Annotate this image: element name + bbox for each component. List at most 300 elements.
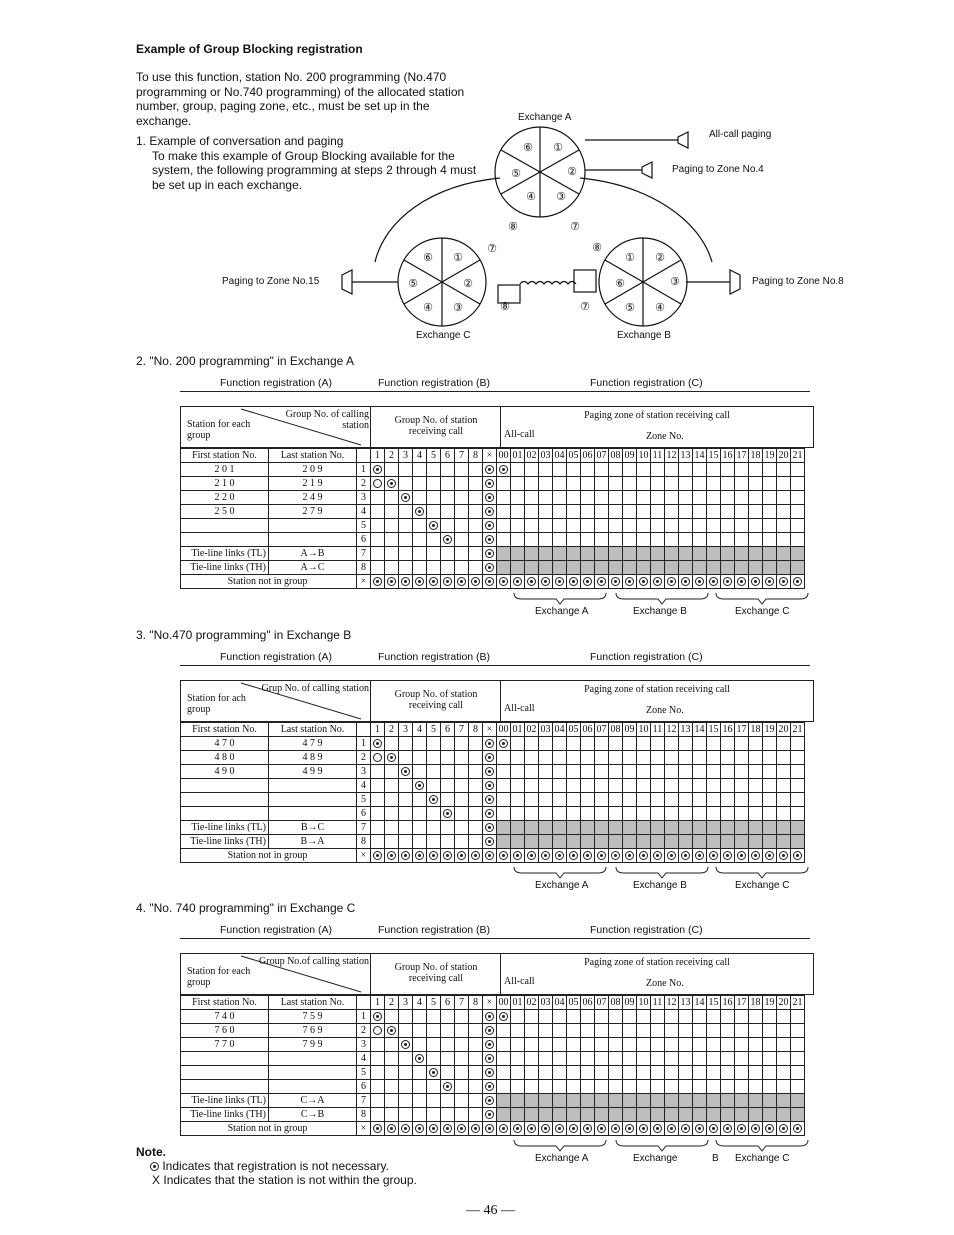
calling-group-cell — [455, 1066, 469, 1080]
calling-group-cell — [455, 463, 469, 477]
zone-col-header: 10 — [638, 723, 649, 735]
zone-col-header: 15 — [708, 996, 719, 1008]
zone-cell — [553, 821, 567, 835]
zone-cell — [567, 533, 581, 547]
table-row — [181, 547, 805, 561]
group-col-header: 8 — [469, 449, 483, 463]
dot-circle-icon — [625, 851, 634, 860]
dot-circle-icon — [150, 1162, 159, 1171]
dot-circle-icon — [485, 1068, 494, 1077]
note-dot-text: Indicates that registration is not necessary. — [162, 1159, 389, 1173]
zone-cell — [735, 1080, 749, 1094]
zone-cell — [763, 835, 777, 849]
table-row — [181, 505, 805, 519]
group-col-header: × — [483, 449, 497, 463]
zone-col-header: 12 — [666, 449, 677, 461]
zone-col-header: 11 — [651, 996, 665, 1010]
calling-group-cell — [455, 519, 469, 533]
dot-circle-icon — [387, 753, 396, 762]
svg-text:④: ④ — [655, 302, 665, 314]
zone-cell — [693, 779, 707, 793]
zone-cell — [609, 765, 623, 779]
table-row — [181, 1094, 805, 1108]
dot-circle-icon — [401, 1124, 410, 1133]
note-x-text: Indicates that the station is not within the group. — [163, 1173, 417, 1187]
zone-cell — [609, 561, 623, 575]
zone-cell — [721, 779, 735, 793]
zone-cell — [525, 533, 539, 547]
dot-circle-icon — [681, 1124, 690, 1133]
dot-circle-icon — [415, 851, 424, 860]
group-col-header: 5 — [427, 723, 441, 737]
dot-circle-icon — [513, 1124, 522, 1133]
zone-cell — [735, 1038, 749, 1052]
zone-cell — [497, 533, 511, 547]
zone-cell — [693, 491, 707, 505]
calling-group-cell — [483, 807, 497, 821]
zone-cell — [721, 1122, 735, 1136]
exchange-label: Exchange B — [633, 880, 687, 891]
calling-group-cell — [399, 1010, 413, 1024]
zone-cell — [525, 779, 539, 793]
zone-cell — [749, 779, 763, 793]
last-station-cell — [269, 793, 357, 807]
zone-col-header: 21 — [792, 996, 803, 1008]
diagram-label-exchange-b: Exchange B — [617, 330, 671, 341]
calling-group-cell — [455, 1010, 469, 1024]
zone-cell — [637, 1094, 651, 1108]
table-row — [181, 519, 805, 533]
zone-cell — [595, 807, 609, 821]
zone-cell — [567, 519, 581, 533]
zone-cell — [623, 1038, 637, 1052]
zone-cell — [567, 1066, 581, 1080]
dot-circle-icon — [485, 739, 494, 748]
calling-group-cell — [441, 1080, 455, 1094]
zone-cell — [497, 1052, 511, 1066]
dot-circle-icon — [373, 1124, 382, 1133]
zone-cell — [511, 1108, 525, 1122]
dot-circle-icon — [373, 739, 382, 748]
zone-cell — [665, 765, 679, 779]
calling-group-cell — [469, 463, 483, 477]
zone-cell — [637, 1080, 651, 1094]
zone-cell — [567, 1052, 581, 1066]
dot-circle-icon — [485, 535, 494, 544]
calling-group-cell — [469, 1122, 483, 1136]
first-station-cell: 2 1 0 — [181, 477, 269, 491]
dot-circle-icon — [429, 851, 438, 860]
last-station-cell: 2 0 9 — [269, 463, 357, 477]
zone-cell — [665, 1066, 679, 1080]
svg-text:②: ② — [567, 166, 577, 178]
zone-cell — [763, 1080, 777, 1094]
zone-cell — [595, 533, 609, 547]
calling-group-cell — [455, 1094, 469, 1108]
group-col-header: × — [483, 723, 497, 737]
zone-cell — [511, 519, 525, 533]
zone-cell — [791, 1122, 805, 1136]
zone-cell — [637, 765, 651, 779]
dot-circle-icon — [485, 851, 494, 860]
last-station-cell: 7 6 9 — [269, 1024, 357, 1038]
calling-group-cell — [427, 547, 441, 561]
first-station-header: First station No. — [181, 996, 269, 1010]
calling-group-cell — [469, 751, 483, 765]
diagram-label-exchange-c: Exchange C — [416, 330, 471, 341]
dot-circle-icon — [527, 851, 536, 860]
zone-cell — [679, 849, 693, 863]
zone-cell — [581, 477, 595, 491]
svg-text:⑧: ⑧ — [500, 301, 510, 313]
calling-group-cell — [427, 519, 441, 533]
calling-group-cell — [427, 779, 441, 793]
zone-cell — [637, 463, 651, 477]
zone-cell — [763, 751, 777, 765]
zone-col-header: 20 — [778, 449, 789, 461]
zone-cell — [651, 807, 665, 821]
zone-cell — [595, 463, 609, 477]
zone-cell — [609, 491, 623, 505]
zone-cell — [693, 793, 707, 807]
zone-col-header: 01 — [512, 449, 523, 461]
zone-cell — [609, 821, 623, 835]
zone-cell — [665, 561, 679, 575]
calling-group-cell — [385, 1080, 399, 1094]
zone-cell — [651, 765, 665, 779]
exchange-label: Exchange C — [735, 606, 790, 617]
zone-cell — [539, 491, 553, 505]
zone-cell — [749, 1052, 763, 1066]
dot-circle-icon — [723, 577, 732, 586]
calling-group-cell — [427, 505, 441, 519]
zone-cell — [623, 779, 637, 793]
zone-cell — [511, 547, 525, 561]
calling-group-cell — [371, 575, 385, 589]
header-calling-group: Group No. of calling station — [285, 409, 369, 431]
zone-cell — [567, 1010, 581, 1024]
zone-cell — [721, 547, 735, 561]
zone-cell — [539, 1052, 553, 1066]
zone-cell — [735, 491, 749, 505]
zone-cell — [525, 1080, 539, 1094]
exchange-label: Exchange A — [535, 880, 589, 891]
zone-col-header: 02 — [526, 996, 537, 1008]
zone-col-header: 03 — [540, 996, 551, 1008]
zone-cell — [581, 793, 595, 807]
zone-cell — [637, 1122, 651, 1136]
calling-group-cell — [483, 821, 497, 835]
zone-cell — [567, 779, 581, 793]
zone-cell — [693, 575, 707, 589]
zone-cell — [679, 547, 693, 561]
calling-group-cell — [371, 1052, 385, 1066]
zone-col-header: 14 — [694, 996, 705, 1008]
zone-cell — [525, 1066, 539, 1080]
calling-group-cell — [371, 505, 385, 519]
first-station-cell — [181, 779, 269, 793]
note-x-symbol: X — [152, 1173, 161, 1187]
zone-cell — [651, 835, 665, 849]
zone-cell — [497, 1122, 511, 1136]
dot-circle-icon — [485, 479, 494, 488]
zone-cell — [581, 1080, 595, 1094]
zone-cell — [539, 1038, 553, 1052]
zone-cell — [567, 491, 581, 505]
zone-cell — [679, 519, 693, 533]
header-zone-no: Zone No. — [646, 431, 684, 442]
zone-col-header: 01 — [512, 996, 523, 1008]
dot-circle-icon — [569, 1124, 578, 1133]
group-number-cell: 5 — [357, 519, 371, 533]
zone-cell — [553, 519, 567, 533]
svg-text:②: ② — [463, 278, 473, 290]
zone-cell — [707, 561, 721, 575]
zone-cell — [679, 1094, 693, 1108]
zone-cell — [665, 505, 679, 519]
calling-group-cell — [371, 1094, 385, 1108]
zone-cell — [693, 463, 707, 477]
first-station-cell: 4 7 0 — [181, 737, 269, 751]
dot-circle-icon — [653, 1124, 662, 1133]
zone-cell — [735, 547, 749, 561]
calling-group-cell — [455, 1024, 469, 1038]
calling-group-cell — [413, 1052, 427, 1066]
calling-group-cell — [385, 751, 399, 765]
first-station-cell — [181, 1066, 269, 1080]
zone-cell — [539, 1024, 553, 1038]
zone-cell — [497, 547, 511, 561]
calling-group-cell — [455, 849, 469, 863]
calling-group-cell — [469, 849, 483, 863]
zone-cell — [707, 1038, 721, 1052]
zone-cell — [525, 491, 539, 505]
calling-group-cell — [455, 779, 469, 793]
zone-cell — [693, 1108, 707, 1122]
last-station-cell — [269, 1080, 357, 1094]
zone-cell — [609, 849, 623, 863]
calling-group-cell — [371, 519, 385, 533]
zone-cell — [539, 807, 553, 821]
zone-cell — [763, 575, 777, 589]
zone-cell — [777, 779, 791, 793]
dot-circle-icon — [401, 851, 410, 860]
group-blocking-table — [180, 448, 805, 589]
zone-cell — [665, 575, 679, 589]
zone-cell — [525, 835, 539, 849]
zone-cell — [553, 463, 567, 477]
calling-group-cell — [455, 533, 469, 547]
zone-cell — [735, 1052, 749, 1066]
svg-text:④: ④ — [423, 302, 433, 314]
calling-group-cell — [427, 477, 441, 491]
zone-cell — [735, 1094, 749, 1108]
dot-circle-icon — [541, 851, 550, 860]
calling-group-cell — [455, 505, 469, 519]
group-number-cell: × — [357, 575, 371, 589]
header-station-calling — [180, 406, 372, 448]
zone-cell — [749, 505, 763, 519]
zone-col-header: 17 — [736, 723, 747, 735]
zone-col-header: 16 — [722, 723, 733, 735]
group-spacer — [357, 723, 371, 737]
dot-circle-icon — [401, 577, 410, 586]
first-station-cell: 2 5 0 — [181, 505, 269, 519]
zone-cell — [735, 751, 749, 765]
zone-cell — [623, 793, 637, 807]
zone-cell — [567, 1038, 581, 1052]
zone-cell — [777, 547, 791, 561]
zone-cell — [623, 1094, 637, 1108]
zone-cell — [665, 835, 679, 849]
zone-cell — [763, 1066, 777, 1080]
zone-cell — [637, 533, 651, 547]
table-row — [181, 463, 805, 477]
zone-cell — [693, 519, 707, 533]
svg-text:⑦: ⑦ — [487, 243, 497, 255]
function-registration-label: Function registration (C) — [590, 377, 703, 389]
zone-col-header: 16 — [722, 449, 733, 461]
zone-cell — [651, 1094, 665, 1108]
calling-group-cell — [385, 1038, 399, 1052]
calling-group-cell — [455, 807, 469, 821]
last-station-cell — [269, 1052, 357, 1066]
zone-cell — [581, 1122, 595, 1136]
zone-cell — [763, 1052, 777, 1066]
calling-group-cell — [385, 821, 399, 835]
zone-cell — [791, 505, 805, 519]
circle-icon — [373, 1026, 382, 1035]
zone-col-header: 19 — [764, 996, 775, 1008]
calling-group-cell — [427, 1066, 441, 1080]
dot-circle-icon — [667, 577, 676, 586]
first-station-cell: Station not in group — [181, 1122, 357, 1136]
zone-cell — [497, 561, 511, 575]
zone-cell — [651, 821, 665, 835]
calling-group-cell — [399, 1066, 413, 1080]
zone-cell — [609, 505, 623, 519]
zone-cell — [721, 533, 735, 547]
calling-group-cell — [371, 477, 385, 491]
zone-cell — [777, 1010, 791, 1024]
zone-cell — [539, 751, 553, 765]
zone-cell — [637, 835, 651, 849]
zone-cell — [567, 1080, 581, 1094]
last-station-cell: 7 5 9 — [269, 1010, 357, 1024]
zone-cell — [595, 1122, 609, 1136]
calling-group-cell — [455, 1080, 469, 1094]
group-number-cell: 5 — [357, 1066, 371, 1080]
zone-cell — [553, 1010, 567, 1024]
zone-cell — [721, 561, 735, 575]
zone-cell — [511, 1038, 525, 1052]
zone-cell — [623, 575, 637, 589]
zone-cell — [693, 547, 707, 561]
first-station-cell — [181, 1052, 269, 1066]
first-station-cell — [181, 793, 269, 807]
zone-cell — [623, 477, 637, 491]
group-number-cell: 8 — [357, 835, 371, 849]
zone-cell — [581, 751, 595, 765]
calling-group-cell — [441, 835, 455, 849]
zone-cell — [749, 547, 763, 561]
zone-cell — [595, 547, 609, 561]
calling-group-cell — [483, 1080, 497, 1094]
zone-cell — [567, 463, 581, 477]
group-number-cell: 7 — [357, 1094, 371, 1108]
zone-cell — [693, 505, 707, 519]
zone-cell — [693, 849, 707, 863]
zone-cell — [581, 1094, 595, 1108]
zone-cell — [595, 477, 609, 491]
zone-cell — [707, 575, 721, 589]
table-row — [181, 477, 805, 491]
zone-cell — [777, 1108, 791, 1122]
zone-cell — [497, 1010, 511, 1024]
dot-circle-icon — [625, 1124, 634, 1133]
header-receiving-text: Group No. of station receiving call — [394, 962, 478, 984]
calling-group-cell — [385, 1094, 399, 1108]
dot-circle-icon — [583, 851, 592, 860]
header-station-for-group: Station for each group — [187, 966, 251, 988]
zone-cell — [735, 519, 749, 533]
header-all-call: All-call — [504, 976, 535, 987]
calling-group-cell — [441, 1052, 455, 1066]
dot-circle-icon — [611, 1124, 620, 1133]
group-number-cell: 4 — [357, 1052, 371, 1066]
last-station-header: Last station No. — [269, 996, 357, 1010]
zone-cell — [651, 1010, 665, 1024]
zone-cell — [539, 821, 553, 835]
zone-cell — [721, 1108, 735, 1122]
zone-cell — [707, 793, 721, 807]
calling-group-cell — [441, 737, 455, 751]
zone-cell — [637, 1108, 651, 1122]
table-row — [181, 807, 805, 821]
last-station-cell — [269, 1066, 357, 1080]
zone-cell — [693, 1024, 707, 1038]
dot-circle-icon — [681, 577, 690, 586]
zone-cell — [679, 491, 693, 505]
zone-cell — [525, 547, 539, 561]
first-station-header: First station No. — [181, 723, 269, 737]
zone-cell — [609, 519, 623, 533]
calling-group-cell — [441, 1010, 455, 1024]
zone-col-header: 09 — [624, 996, 635, 1008]
zone-cell — [525, 793, 539, 807]
zone-cell — [567, 835, 581, 849]
zone-col-header: 09 — [624, 723, 635, 735]
zone-cell — [623, 561, 637, 575]
zone-cell — [637, 751, 651, 765]
calling-group-cell — [469, 793, 483, 807]
zone-cell — [637, 505, 651, 519]
zone-cell — [553, 1080, 567, 1094]
dot-circle-icon — [429, 1124, 438, 1133]
calling-group-cell — [469, 1066, 483, 1080]
last-station-header: Last station No. — [269, 723, 357, 737]
group-number-cell: 7 — [357, 547, 371, 561]
last-station-header: Last station No. — [269, 449, 357, 463]
zone-cell — [707, 737, 721, 751]
calling-group-cell — [371, 835, 385, 849]
zone-cell — [679, 751, 693, 765]
dot-circle-icon — [667, 851, 676, 860]
zone-cell — [553, 1066, 567, 1080]
section-title: 2. "No. 200 programming" in Exchange A — [136, 354, 354, 368]
zone-cell — [679, 505, 693, 519]
calling-group-cell — [427, 1024, 441, 1038]
